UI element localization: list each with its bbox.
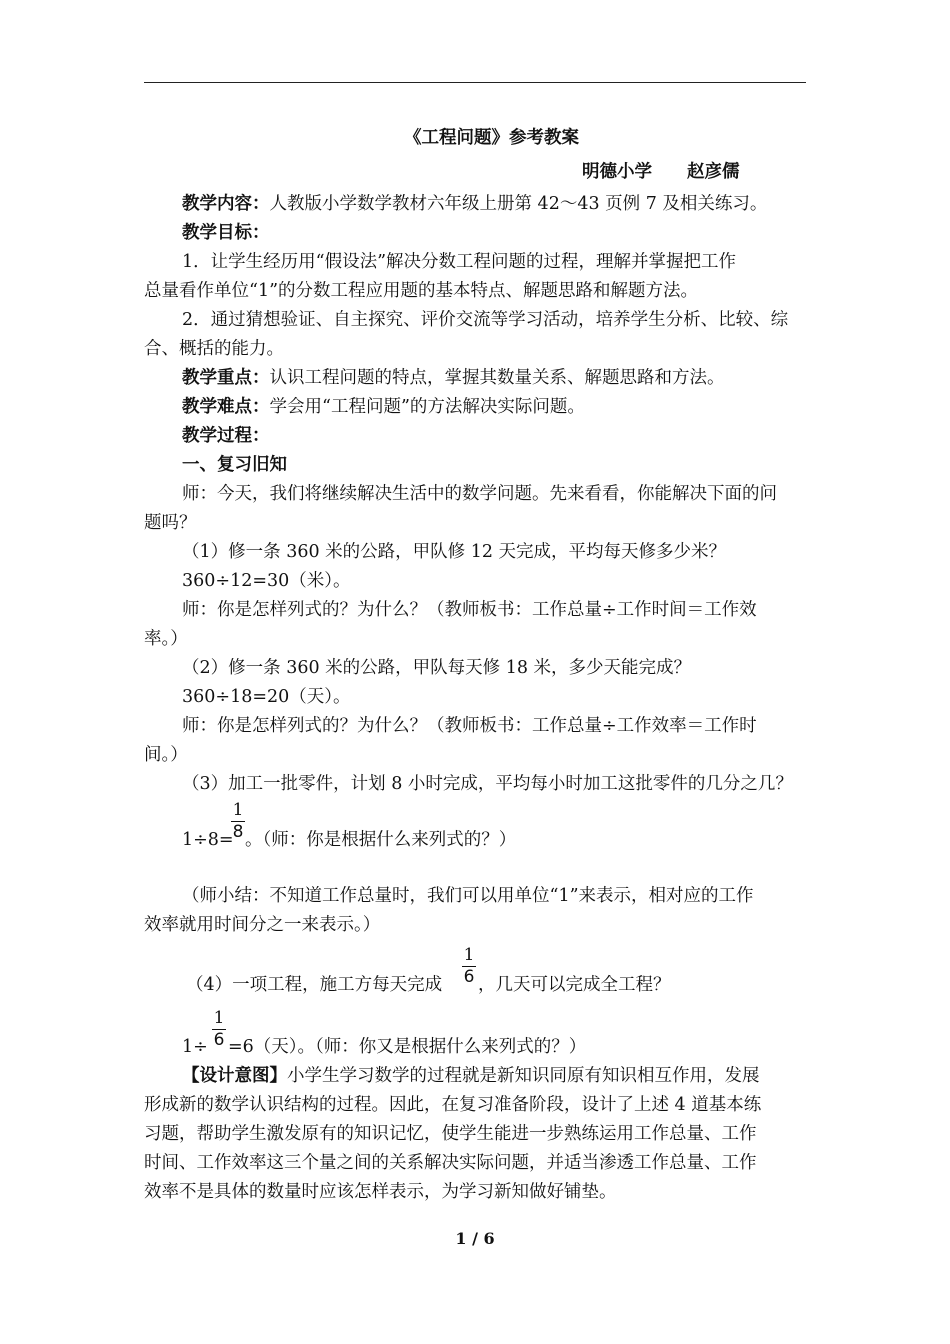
teacher-2-line-1: 师：你是怎样列式的？为什么？（教师板书：工作总量÷工作效率＝工作时 [182,716,757,736]
section-1-heading: 一、复习旧知 [182,455,287,475]
answer-1: 360÷12=30（米）。 [182,571,351,591]
fraction-numerator: 1 [463,945,475,965]
fraction-denominator: 6 [213,1030,225,1050]
difficulty [182,393,847,422]
difficulty-label: 教学难点： [182,397,270,417]
answer-2: 360÷18=20（天）。 [182,687,351,707]
fraction-numerator: 1 [213,1008,225,1028]
design-line-1 [182,1062,847,1091]
intro-line-2: 题吗？ [144,513,197,533]
goal-1-line-2: 总量看作单位“1”的分数工程应用题的基本特点、解题思路和解题方法。 [144,281,699,301]
teacher-1-line-1: 师：你是怎样列式的？为什么？（教师板书：工作总量÷工作时间＝工作效 [182,600,757,620]
teacher-2-line-2: 间。） [144,745,188,765]
difficulty-text: 学会用“工程问题”的方法解决实际问题。 [269,397,585,417]
author-line: 明德小学 赵彦儒 [582,162,740,182]
key-point-label: 教学重点： [182,368,270,388]
fraction-denominator: 6 [463,967,475,987]
teacher-1-line-2: 率。） [144,629,188,649]
intro-line-1: 师：今天，我们将继续解决生活中的数学问题。先来看看，你能解决下面的问 [182,484,777,504]
fraction-numerator: 1 [232,800,244,820]
fraction-denominator: 8 [232,822,244,842]
teaching-content-text: 人教版小学数学教材六年级上册第 42～43 页例 7 及相关练习。 [269,194,768,214]
key-point-text: 认识工程问题的特点，掌握其数量关系、解题思路和方法。 [269,368,725,388]
question-1: （1）修一条 360 米的公路，甲队修 12 天完成，平均每天修多少米？ [182,542,727,562]
goal-2-line-1: 2．通过猜想验证、自主探究、评价交流等学习活动，培养学生分析、比较、综 [182,310,789,330]
process-label: 教学过程： [182,426,270,446]
header-rule [144,82,806,83]
design-line-2: 形成新的数学认识结构的过程。因此，在复习准备阶段，设计了上述 4 道基本练 [144,1095,762,1115]
question-4-start: （4）一项工程，施工方每天完成 [186,975,443,995]
question-4-end: ，几天可以完成全工程？ [478,975,671,995]
goal-1-line-1: 1．让学生经历用“假设法”解决分数工程问题的过程，理解并掌握把工作 [182,252,737,272]
summary-line-1: （师小结：不知道工作总量时，我们可以用单位“1”来表示，相对应的工作 [182,886,754,906]
teaching-content [182,190,847,219]
design-line-1-text: 小学生学习数学的过程就是新知识同原有知识相互作用，发展 [287,1066,760,1086]
teaching-content-label: 教学内容： [182,194,270,214]
design-line-4: 时间、工作效率这三个量之间的关系解决实际问题，并适当渗透工作总量、工作 [144,1153,757,1173]
design-line-3: 习题，帮助学生激发原有的知识记忆，使学生能进一步熟练运用工作总量、工作 [144,1124,757,1144]
answer-3-end: 。（师：你是根据什么来列式的？） [245,830,517,850]
question-3: （3）加工一批零件，计划 8 小时完成，平均每小时加工这批零件的几分之几？ [182,774,793,794]
key-point [182,364,847,393]
goal-2-line-2: 合、概括的能力。 [144,339,284,359]
design-line-5: 效率不是具体的数量时应该怎样表示，为学习新知做好铺垫。 [144,1182,617,1202]
answer-4-start: 1÷ [182,1037,208,1057]
answer-4-end: =6（天）。（师：你又是根据什么来列式的？） [228,1037,587,1057]
summary-line-2: 效率就用时间分之一来表示。） [144,915,381,935]
design-label: 【设计意图】 [182,1066,287,1086]
question-2: （2）修一条 360 米的公路，甲队每天修 18 米，多少天能完成？ [182,658,692,678]
document-title: 《工程问题》参考教案 [404,128,579,148]
teaching-goals-label: 教学目标： [182,223,270,243]
answer-3-start: 1÷8= [182,830,234,850]
page-number: 1 / 6 [455,1229,495,1248]
